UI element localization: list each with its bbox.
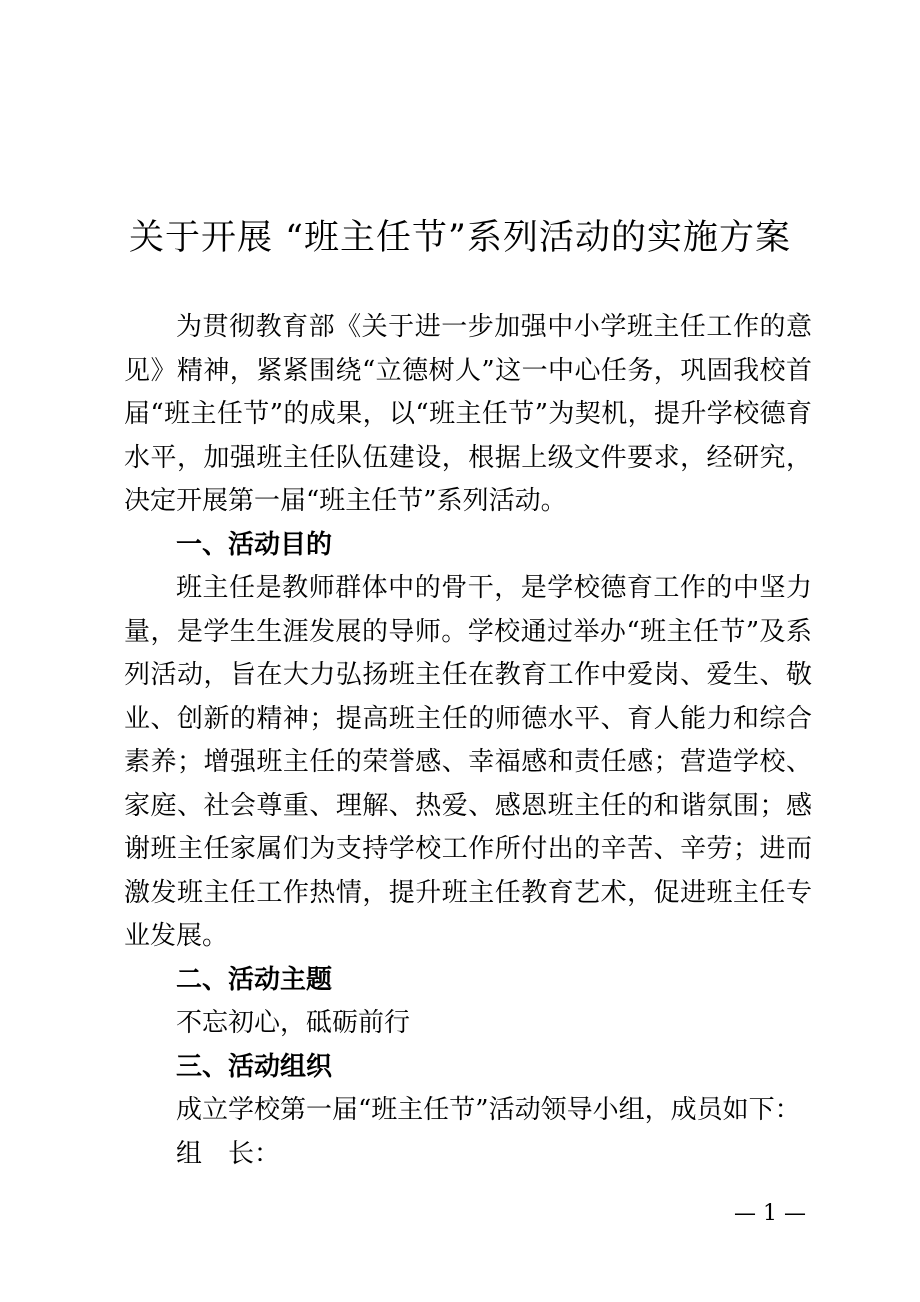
section-heading-purpose: 一、活动目的: [176, 529, 333, 560]
intro-paragraph: 为贯彻教育部《关于进一步加强中小学班主任工作的意见》精神，紧紧围绕“立德树人”这一中心任务，巩固我校首届“班主任节”的成果，以“班主任节”为契机，提升学校德育水平，加强班主任队伍建设，根据上级文件要求，经研究，决定开展第一届“班主任节”系列活动。: [124, 312, 812, 516]
page-number: — 1 —: [734, 1201, 806, 1226]
theme-text: 不忘初心，砥砺前行: [176, 1008, 411, 1038]
purpose-paragraph: 班主任是教师群体中的骨干，是学校德育工作的中坚力量，是学生生涯发展的导师。学校通过举办“班主任节”及系列活动，旨在大力弘扬班主任在教育工作中爱岗、爱生、敬业、创新的精神；提高班主任的师德水平、育人能力和综合素养；增强班主任的荣誉感、幸福感和责任感；营造学校、家庭、社会尊重、理解、热爱、感恩班主任的和谐氛围；感谢班主任家属们为支持学校工作所付出的辛苦、辛劳；进而激发班主任工作热情，提升班主任教育艺术，促进班主任专业发展。: [124, 573, 812, 951]
section-heading-organization: 三、活动组织: [176, 1051, 333, 1082]
document-title: 关于开展 “班主任节”系列活动的实施方案: [129, 218, 791, 258]
document-body: [124, 306, 812, 1176]
leader-label: 组 长：: [176, 1138, 281, 1169]
organization-text: 成立学校第一届“班主任节”活动领导小组，成员如下：: [176, 1095, 801, 1125]
section-heading-theme: 二、活动主题: [176, 964, 333, 995]
